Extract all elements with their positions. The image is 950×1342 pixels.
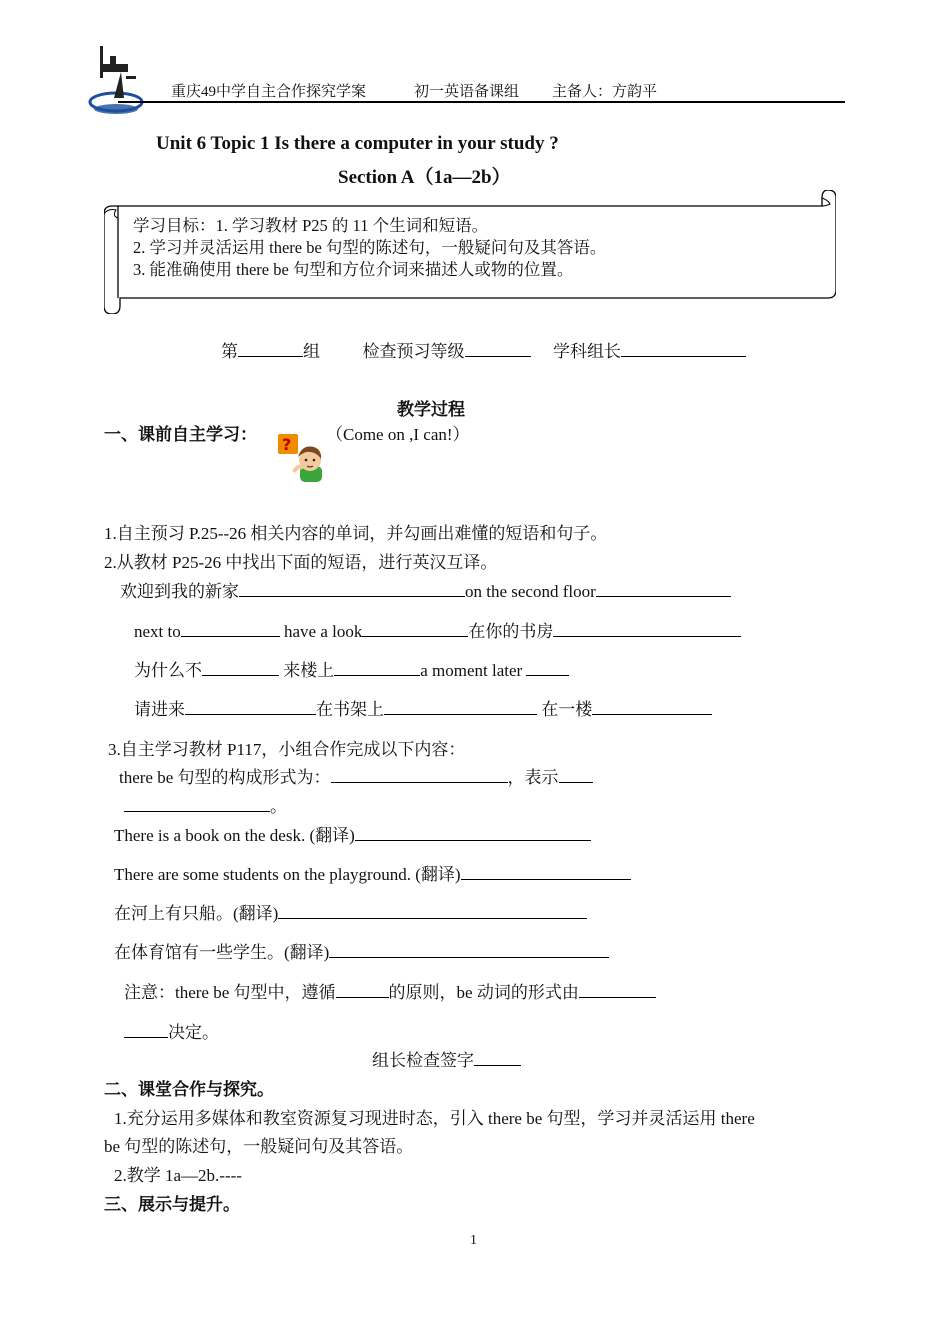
phrase-blank-7[interactable] bbox=[334, 658, 420, 676]
header-school-line: 重庆49中学自主合作探究学案 bbox=[171, 84, 367, 100]
leader-sign-blank[interactable] bbox=[474, 1048, 521, 1066]
svg-text:?: ? bbox=[282, 435, 292, 454]
page-number: 1 bbox=[470, 1233, 477, 1248]
sentence-3-blank[interactable] bbox=[278, 901, 587, 919]
phrase-blank-1[interactable] bbox=[239, 579, 465, 597]
phrase-row-1 bbox=[120, 577, 731, 602]
goal-2: 2. 学习并灵活运用 there be 句型的陈述句，一般疑问句及其答语。 bbox=[133, 238, 607, 257]
section2-heading: 二、课堂合作与探究。 bbox=[104, 1080, 274, 1099]
header-group: 初一英语备课组 bbox=[414, 84, 520, 100]
sentence-1-text: There is a book on the desk. (翻译) bbox=[114, 826, 355, 845]
phrase-blank-5[interactable] bbox=[553, 619, 741, 637]
phrase-blank-9[interactable] bbox=[185, 697, 316, 715]
check-row bbox=[221, 337, 746, 362]
note-line-2 bbox=[124, 1018, 219, 1043]
sentence-2-blank[interactable] bbox=[461, 862, 631, 880]
sentence-4-blank[interactable] bbox=[329, 940, 609, 958]
leader-label: 学科组长 bbox=[553, 342, 621, 361]
phrase-why-not: 为什么不 bbox=[134, 661, 202, 680]
preview-level-label: 检查预习等级 bbox=[362, 342, 465, 361]
section1-motto: （Come on ,I can!） bbox=[326, 425, 470, 444]
group-label-a: 第 bbox=[221, 342, 238, 361]
phrase-blank-4[interactable] bbox=[362, 619, 468, 637]
structure-blank[interactable] bbox=[331, 765, 508, 783]
header-rule bbox=[118, 101, 845, 103]
section1-item1: 1.自主预习 P.25--26 相关内容的单词，并勾画出难懂的短语和句子。 bbox=[104, 524, 608, 543]
section2-item1-line1: 1.充分运用多媒体和教室资源复习现进时态，引入 there be 句型，学习并灵活运用 there bbox=[114, 1109, 755, 1128]
section-title: Section A（1a—2b） bbox=[338, 167, 511, 188]
goal-1: 学习目标：1. 学习教材 P25 的 11 个生词和短语。 bbox=[133, 216, 489, 235]
meaning-blank-a[interactable] bbox=[559, 765, 593, 783]
thinking-boy-icon bbox=[276, 432, 326, 484]
phrase-row-4 bbox=[134, 695, 712, 720]
process-title: 教学过程 bbox=[397, 400, 465, 419]
phrase-first-floor: 在一楼 bbox=[541, 700, 593, 719]
sentence-2 bbox=[114, 860, 631, 885]
note-text-b: 的原则，be 动词的形式由 bbox=[388, 983, 579, 1002]
phrase-row-2 bbox=[134, 617, 741, 642]
meaning-label: ，表示 bbox=[507, 768, 559, 787]
phrase-come-in: 请进来 bbox=[134, 700, 185, 719]
phrase-on-bookshelf: 在书架上 bbox=[316, 700, 384, 719]
section1-item2: 2.从教材 P25-26 中找出下面的短语，进行英汉互译。 bbox=[104, 553, 498, 572]
note-text-a: 注意：there be 句型中，遵循 bbox=[124, 983, 336, 1002]
phrase-blank-6[interactable] bbox=[202, 658, 279, 676]
phrase-row-3 bbox=[134, 656, 569, 681]
unit-title: Unit 6 Topic 1 Is there a computer in your study ? bbox=[156, 133, 559, 154]
phrase-blank-3[interactable] bbox=[181, 619, 280, 637]
phrase-blank-11[interactable] bbox=[592, 697, 712, 715]
phrase-second-floor: on the second floor bbox=[465, 582, 596, 601]
meaning-blank-b[interactable] bbox=[124, 794, 270, 812]
note-line bbox=[124, 978, 656, 1003]
sentence-1-blank[interactable] bbox=[355, 823, 591, 841]
group-number-blank[interactable] bbox=[238, 339, 303, 357]
phrase-have-a-look: have a look bbox=[284, 622, 363, 641]
phrase-moment-later: a moment later bbox=[420, 661, 523, 680]
leader-sign bbox=[372, 1046, 521, 1071]
sentence-3 bbox=[114, 899, 587, 924]
phrase-next-to: next to bbox=[134, 622, 181, 641]
note-blank-3[interactable] bbox=[124, 1020, 168, 1038]
sentence-4 bbox=[114, 938, 609, 963]
note-blank-1[interactable] bbox=[336, 980, 389, 998]
structure-line bbox=[119, 763, 593, 788]
section2-item2: 2.教学 1a—2b.---- bbox=[114, 1166, 242, 1185]
note-text-c: 决定。 bbox=[168, 1023, 219, 1042]
phrase-blank-8[interactable] bbox=[526, 658, 569, 676]
sentence-3-text: 在河上有只船。(翻译) bbox=[114, 904, 279, 923]
structure-label: there be 句型的构成形式为： bbox=[119, 768, 331, 787]
leader-blank[interactable] bbox=[621, 339, 746, 357]
goal-3: 3. 能准确使用 there be 句型和方位介词来描述人或物的位置。 bbox=[133, 260, 574, 279]
phrase-blank-2[interactable] bbox=[596, 579, 731, 597]
school-logo bbox=[86, 42, 152, 120]
sentence-2-text: There are some students on the playground. (翻译) bbox=[114, 865, 461, 884]
group-label-b: 组 bbox=[303, 342, 320, 361]
structure-period: 。 bbox=[270, 797, 287, 816]
section2-item1-line2: be 句型的陈述句，一般疑问句及其答语。 bbox=[104, 1137, 414, 1156]
section1-item3: 3.自主学习教材 P117，小组合作完成以下内容： bbox=[108, 740, 466, 759]
header-author: 主备人：方韵平 bbox=[552, 84, 658, 100]
phrase-come-upstairs: 来楼上 bbox=[283, 661, 335, 680]
phrase-blank-10[interactable] bbox=[384, 697, 537, 715]
section1-heading: 一、课前自主学习： bbox=[104, 425, 257, 444]
phrase-welcome: 欢迎到我的新家 bbox=[120, 582, 239, 601]
note-blank-2[interactable] bbox=[579, 980, 656, 998]
structure-line-2 bbox=[124, 792, 287, 817]
sentence-1 bbox=[114, 821, 591, 846]
leader-sign-label: 组长检查签字 bbox=[372, 1051, 474, 1070]
section3-heading: 三、展示与提升。 bbox=[104, 1195, 240, 1214]
phrase-in-your-study: 在你的书房 bbox=[468, 622, 554, 641]
sentence-4-text: 在体育馆有一些学生。(翻译) bbox=[114, 943, 330, 962]
preview-level-blank[interactable] bbox=[465, 339, 531, 357]
